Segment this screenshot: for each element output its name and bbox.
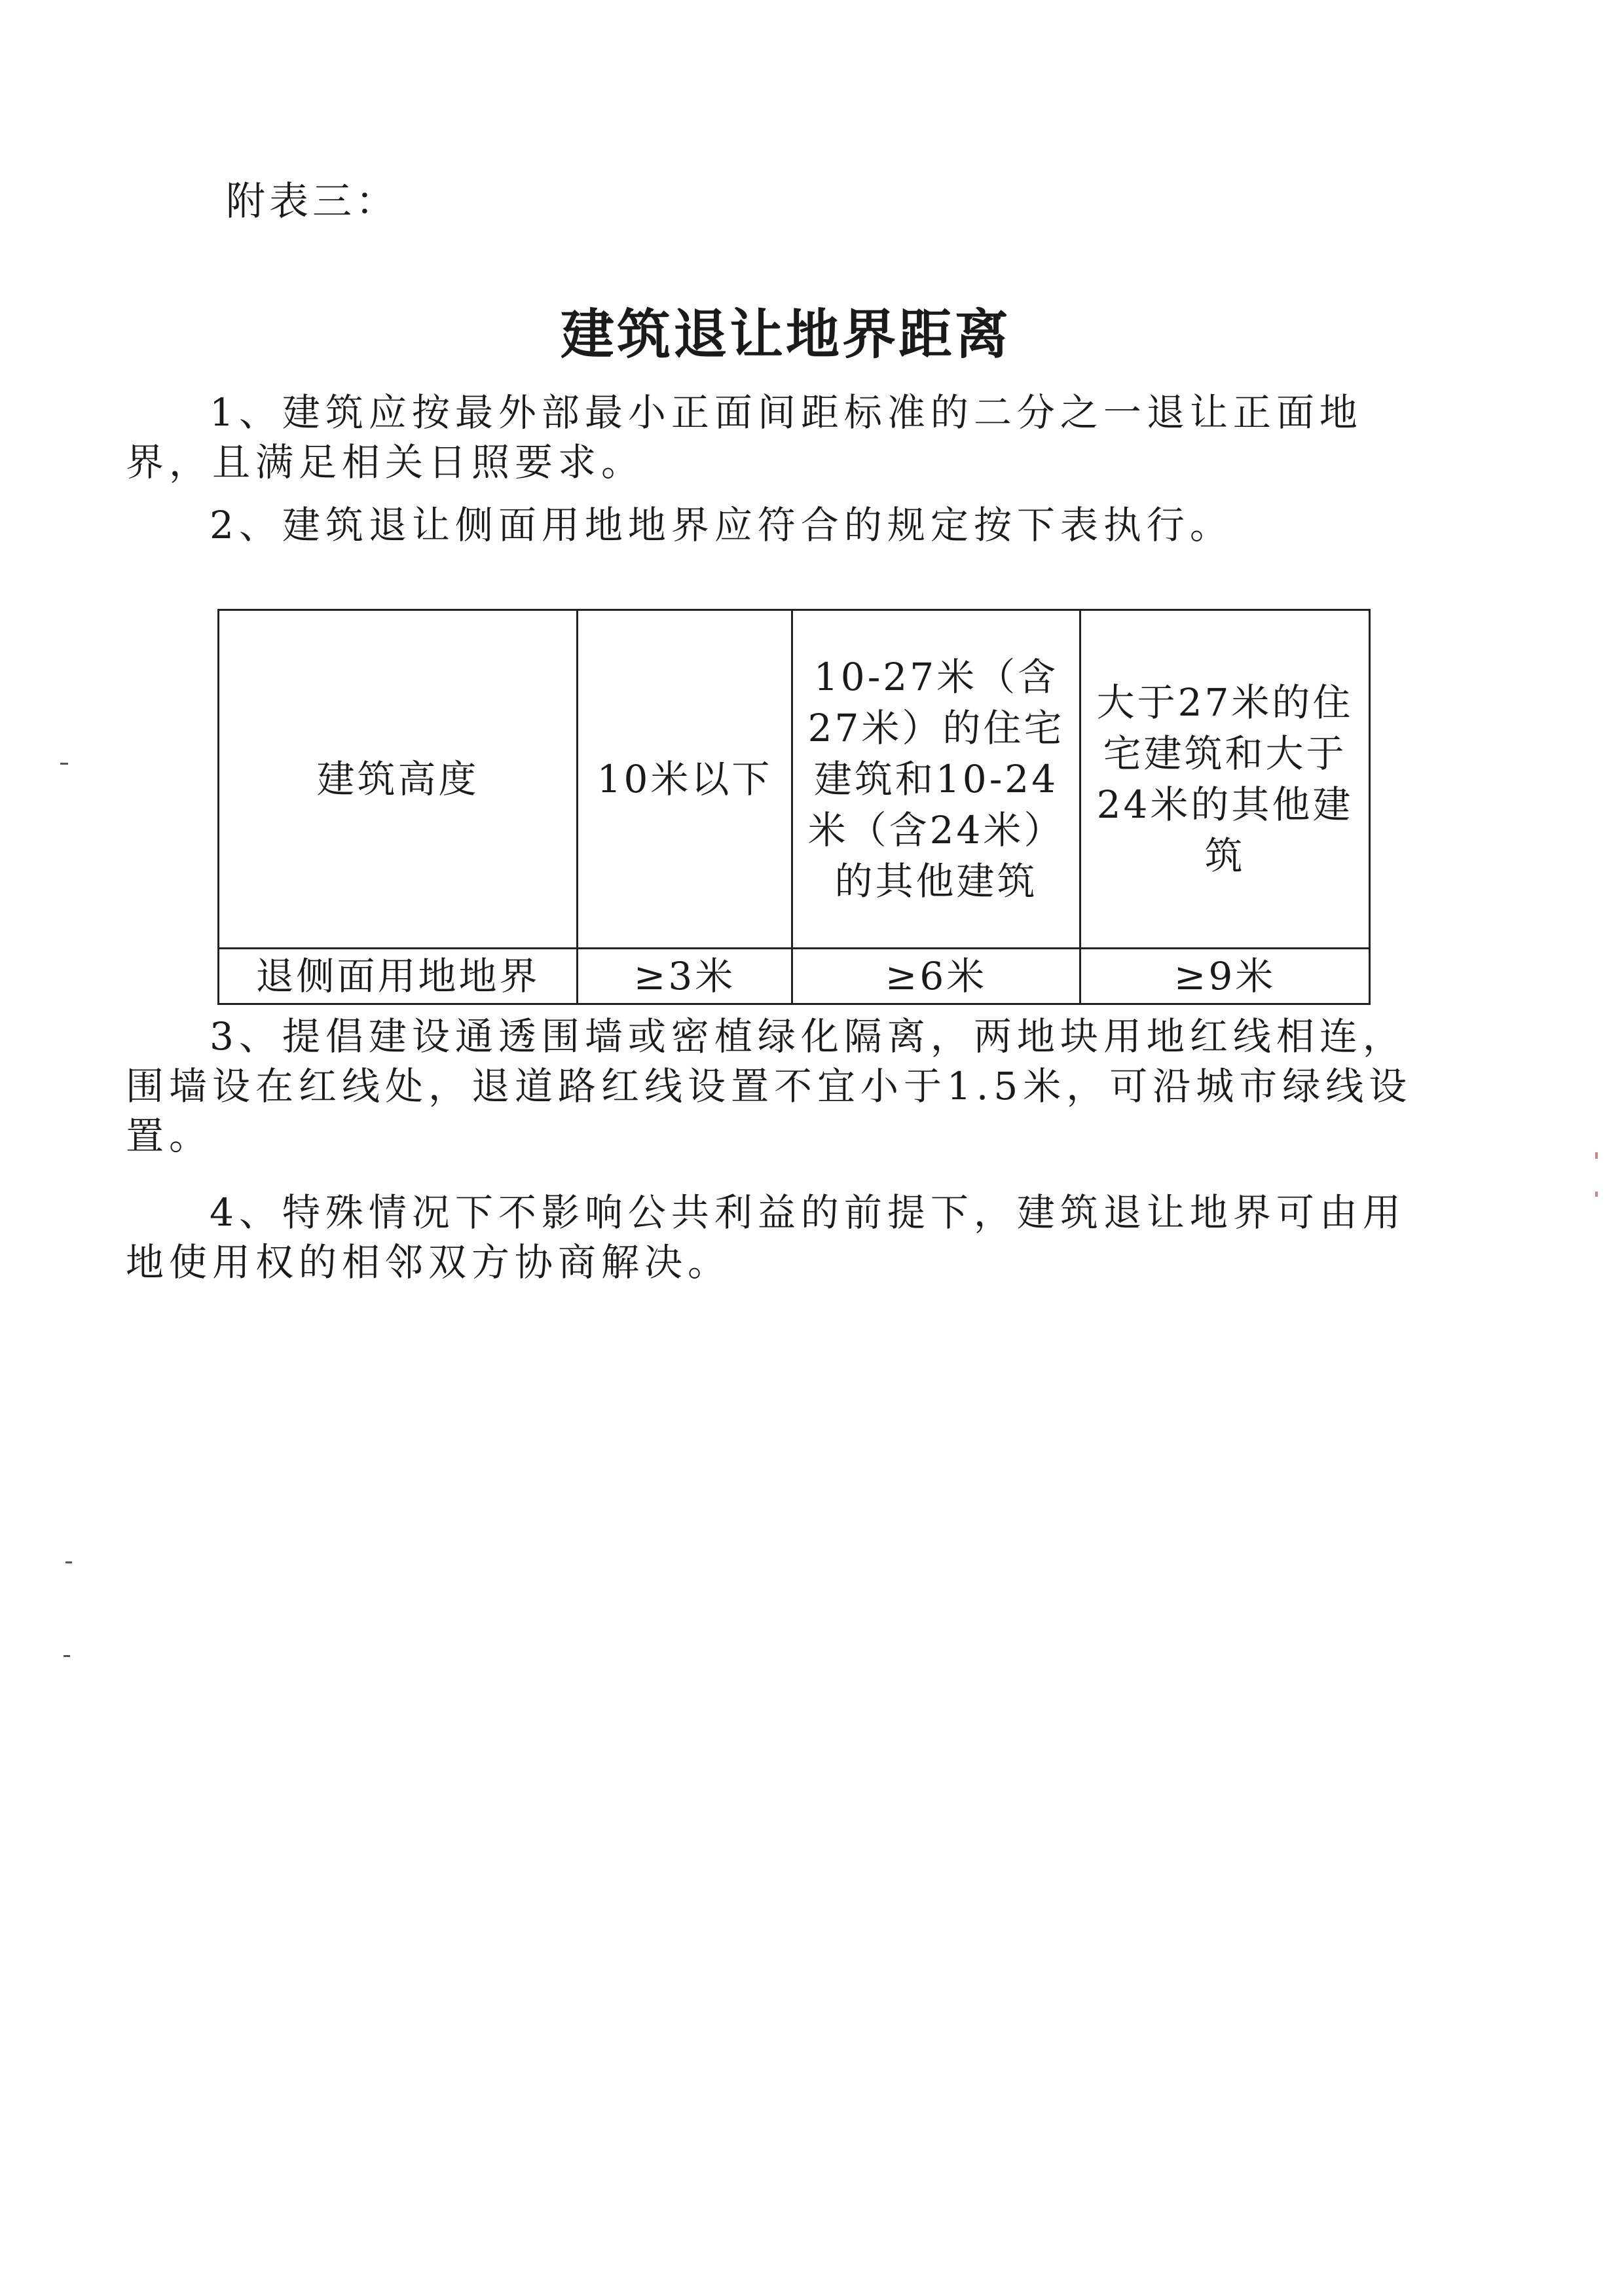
table-cell-text: 退侧面用地地界 bbox=[255, 954, 540, 998]
table-cell-setback-9m bbox=[1080, 949, 1370, 1004]
table-cell-setback-6m bbox=[792, 949, 1080, 1004]
paragraph-2: 2、建筑退让侧面用地地界应符合的规定按下表执行。 bbox=[210, 503, 1233, 547]
table-cell-setback-label bbox=[219, 949, 578, 1004]
paragraph-3: 3、提倡建设通透围墙或密植绿化隔离，两地块用地红线相连，围墙设在红线处，退道路红线设置不宜小于1.5米，可沿城市绿线设置。 bbox=[126, 1014, 1412, 1158]
table-cell-building-height-label bbox=[219, 610, 578, 949]
table-cell-height-under-10 bbox=[578, 610, 792, 949]
table-cell-height-10-27 bbox=[792, 610, 1080, 949]
table-cell-text: ≥9米 bbox=[1173, 954, 1276, 998]
table-header-row bbox=[219, 610, 1370, 949]
table-cell-height-over-27 bbox=[1080, 610, 1370, 949]
table-cell-text: 10-27米（含27米）的住宅建筑和10-24米（含24米）的其他建筑 bbox=[807, 655, 1065, 903]
table-cell-text: ≥6米 bbox=[885, 954, 987, 998]
table-cell-setback-3m bbox=[578, 949, 792, 1004]
table-cell-text: 建筑高度 bbox=[316, 757, 479, 801]
table-cell-text: ≥3米 bbox=[633, 954, 736, 998]
paragraph-4: 4、特殊情况下不影响公共利益的前提下，建筑退让地界可由用地使用权的相邻双方协商解决。 bbox=[126, 1190, 1406, 1285]
scan-speck bbox=[60, 763, 68, 765]
attachment-label: 附表三： bbox=[226, 179, 399, 225]
scan-speck bbox=[65, 1561, 72, 1563]
table-cell-text: 10米以下 bbox=[597, 757, 773, 801]
table-cell-text: 大于27米的住宅建筑和大于24米的其他建筑 bbox=[1096, 680, 1354, 878]
paragraph-1: 1、建筑应按最外部最小正面间距标准的二分之一退让正面地界，且满足相关日照要求。 bbox=[126, 390, 1363, 484]
table-row bbox=[219, 949, 1370, 1004]
setback-table bbox=[217, 609, 1371, 1005]
document-title: 建筑退让地界距离 bbox=[560, 303, 1011, 366]
scan-speck bbox=[1595, 1152, 1598, 1159]
scan-speck bbox=[1595, 1192, 1598, 1197]
scan-speck bbox=[64, 1655, 70, 1657]
